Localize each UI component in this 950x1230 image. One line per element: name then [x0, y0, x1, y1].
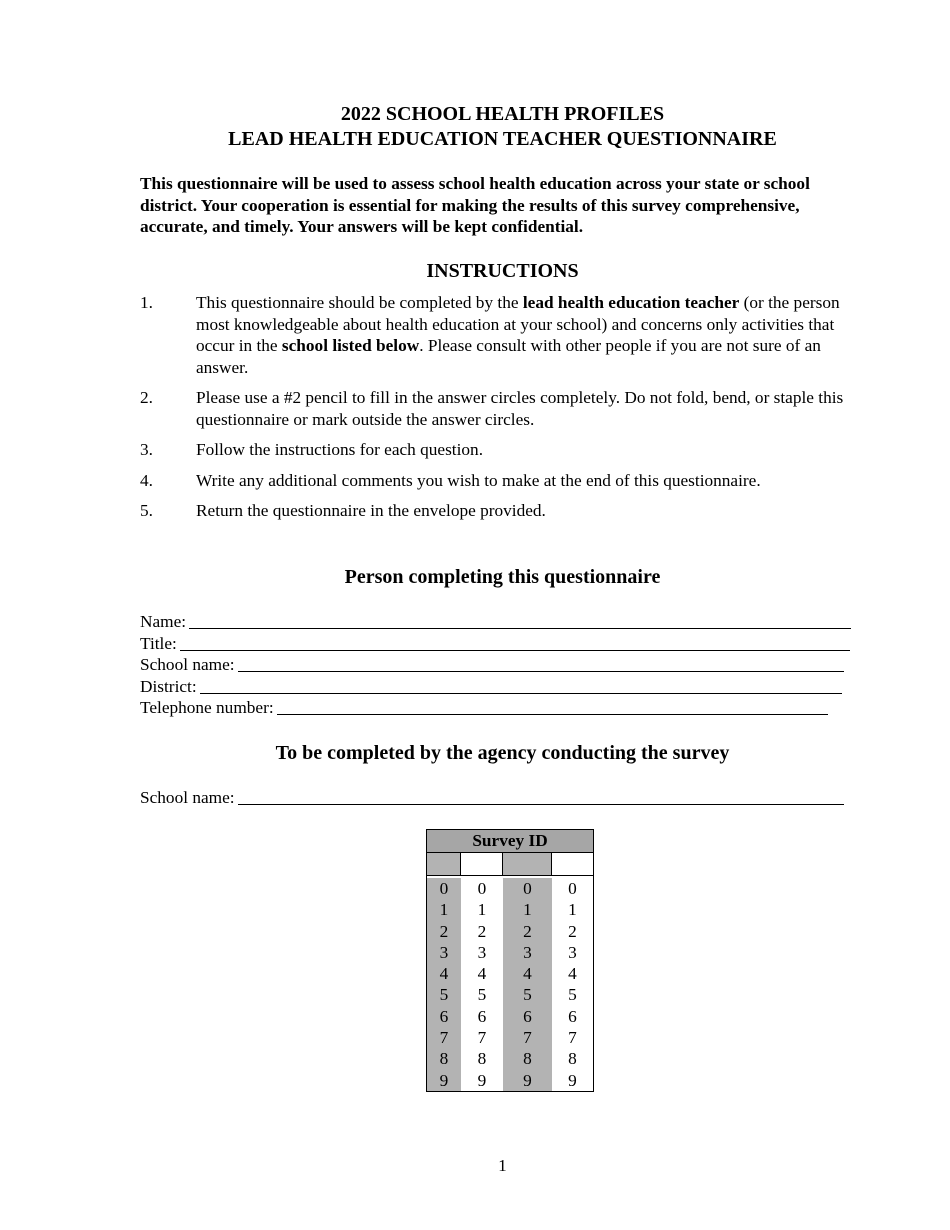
survey-id-digit-option[interactable]: 5 [523, 985, 532, 1005]
survey-id-column-1 [427, 878, 461, 1091]
name-blank-line[interactable] [189, 611, 851, 629]
name-field[interactable] [140, 611, 870, 633]
instruction-number: 5. [140, 501, 153, 520]
agency-school-name-field[interactable] [140, 787, 844, 809]
survey-id-grid [426, 829, 594, 1092]
instruction-text-part: This questionnaire should be completed by the [196, 293, 523, 312]
survey-id-digit-option[interactable]: 6 [568, 1006, 577, 1026]
title-field[interactable] [140, 633, 870, 655]
survey-id-digit-option[interactable]: 5 [568, 985, 577, 1005]
district-blank-line[interactable] [200, 676, 842, 694]
instruction-text-part: Follow the instructions for each question. [196, 440, 484, 459]
telephone-label: Telephone number: [140, 698, 274, 717]
agency-section-heading: To be completed by the agency conducting the survey [275, 742, 730, 764]
survey-id-digit-option[interactable]: 6 [439, 1006, 449, 1026]
survey-id-digit-option[interactable]: 3 [439, 942, 449, 962]
survey-id-digit-option[interactable]: 6 [523, 1006, 532, 1026]
instruction-text [196, 500, 868, 522]
survey-id-digit-option[interactable]: 8 [523, 1049, 532, 1069]
survey-id-digit-option[interactable]: 0 [477, 879, 487, 898]
instruction-text-part: Return the questionnaire in the envelope provided. [196, 501, 546, 520]
page-title [140, 102, 865, 152]
school-name-field[interactable] [140, 654, 870, 676]
telephone-blank-line[interactable] [277, 697, 828, 715]
survey-id-digit-option[interactable]: 2 [523, 921, 532, 941]
school-name-label: School name: [140, 655, 235, 674]
survey-id-digit-option[interactable]: 3 [523, 942, 532, 962]
survey-id-digit-option[interactable]: 7 [477, 1028, 487, 1048]
survey-id-digit-option[interactable]: 8 [439, 1049, 449, 1069]
survey-id-digit-option[interactable]: 8 [477, 1049, 487, 1069]
telephone-field[interactable] [140, 697, 870, 719]
title-line-2: LEAD HEALTH EDUCATION TEACHER QUESTIONNAIRE [228, 128, 777, 150]
school-name-blank-line[interactable] [238, 654, 844, 672]
instruction-text-part: (or the person most knowledgeable about health education at your school) and concerns only activities that occur in the [196, 293, 840, 355]
instruction-emphasis: lead health education teacher [522, 293, 740, 312]
instruction-item [140, 387, 868, 430]
survey-id-digit-option[interactable]: 9 [477, 1070, 487, 1090]
instruction-number: 1. [140, 293, 153, 312]
survey-id-box-1[interactable] [427, 853, 461, 875]
survey-id-digit-option[interactable]: 6 [477, 1006, 487, 1026]
instruction-text-part: Write any additional comments you wish to make at the end of this questionnaire. [196, 470, 761, 490]
instruction-item [140, 292, 868, 378]
survey-id-digit-option[interactable]: 2 [439, 921, 449, 941]
instruction-text [196, 470, 868, 492]
instruction-text [196, 292, 868, 378]
survey-id-digit-option[interactable]: 7 [523, 1028, 532, 1048]
intro-paragraph: This questionnaire will be used to assess school health education across your state or school district. Your cooperation is essential for making the results of this survey comprehensive, accurate, and timely. Your answers will be kept confidential. [140, 174, 810, 236]
survey-id-digit-option[interactable]: 0 [568, 879, 577, 898]
instruction-text [196, 387, 868, 430]
instruction-number: 4. [140, 470, 153, 490]
survey-id-header: Survey ID [427, 830, 593, 853]
survey-id-digit-option[interactable]: 4 [568, 964, 577, 984]
instruction-text-part: Please use a #2 pencil to fill in the answer circles completely. Do not fold, bend, or staple this questionnaire or mark outside the answer circles. [196, 388, 844, 429]
instruction-text [196, 439, 868, 461]
survey-id-digit-option[interactable]: 1 [439, 900, 449, 920]
agency-school-name-blank-line[interactable] [238, 787, 844, 805]
instruction-number: 3. [140, 440, 153, 459]
survey-id-digit-option[interactable]: 9 [439, 1070, 449, 1090]
title-line-1: 2022 SCHOOL HEALTH PROFILES [340, 103, 665, 125]
instruction-item [140, 470, 868, 492]
survey-id-digit-option[interactable]: 8 [568, 1049, 577, 1069]
survey-id-entry-boxes [427, 853, 593, 876]
survey-id-column-2 [461, 878, 503, 1091]
district-label: District: [140, 676, 197, 696]
person-form [140, 611, 870, 719]
survey-id-box-3[interactable] [503, 853, 552, 875]
page-number: 1 [498, 1156, 507, 1175]
survey-id-digit-option[interactable]: 2 [568, 921, 577, 941]
name-label: Name: [140, 612, 187, 631]
survey-id-digit-option[interactable]: 7 [568, 1028, 577, 1048]
survey-id-digit-option[interactable]: 1 [523, 900, 532, 920]
title-label: Title: [140, 633, 177, 653]
survey-id-digit-option[interactable]: 4 [477, 964, 487, 984]
survey-id-digit-option[interactable]: 5 [477, 985, 487, 1005]
survey-id-digit-option[interactable]: 2 [477, 921, 487, 941]
survey-id-box-2[interactable] [461, 853, 503, 875]
survey-id-digit-option[interactable]: 0 [439, 879, 449, 898]
person-section-heading: Person completing this questionnaire [344, 566, 661, 588]
survey-id-box-4[interactable] [552, 853, 593, 875]
instruction-emphasis: school listed below [281, 336, 420, 355]
survey-id-digit-option[interactable]: 9 [523, 1070, 532, 1090]
survey-id-digit-option[interactable]: 0 [523, 879, 532, 898]
survey-id-digit-option[interactable]: 7 [439, 1028, 449, 1048]
survey-id-digit-option[interactable]: 1 [477, 900, 487, 920]
title-blank-line[interactable] [180, 633, 850, 651]
survey-id-digit-option[interactable]: 3 [477, 942, 487, 962]
instruction-number: 2. [140, 388, 153, 407]
survey-id-digit-option[interactable]: 1 [568, 900, 577, 920]
survey-id-digit-option[interactable]: 3 [568, 942, 577, 962]
survey-id-column-3 [503, 878, 552, 1091]
agency-school-name-label: School name: [140, 788, 235, 807]
survey-id-column-4 [552, 878, 593, 1091]
survey-id-digit-option[interactable]: 4 [523, 964, 532, 984]
instruction-item [140, 439, 868, 461]
district-field[interactable] [140, 676, 870, 698]
survey-id-digit-option[interactable]: 9 [568, 1070, 577, 1090]
instructions-list [140, 292, 868, 531]
instructions-heading: INSTRUCTIONS [426, 260, 579, 282]
instruction-item [140, 500, 868, 522]
survey-id-digit-option[interactable]: 4 [439, 964, 449, 984]
survey-id-digit-columns [427, 876, 593, 1091]
survey-id-digit-option[interactable]: 5 [439, 985, 449, 1005]
instruction-text-part: . Please consult with other people if you are not sure of an answer. [196, 336, 821, 377]
